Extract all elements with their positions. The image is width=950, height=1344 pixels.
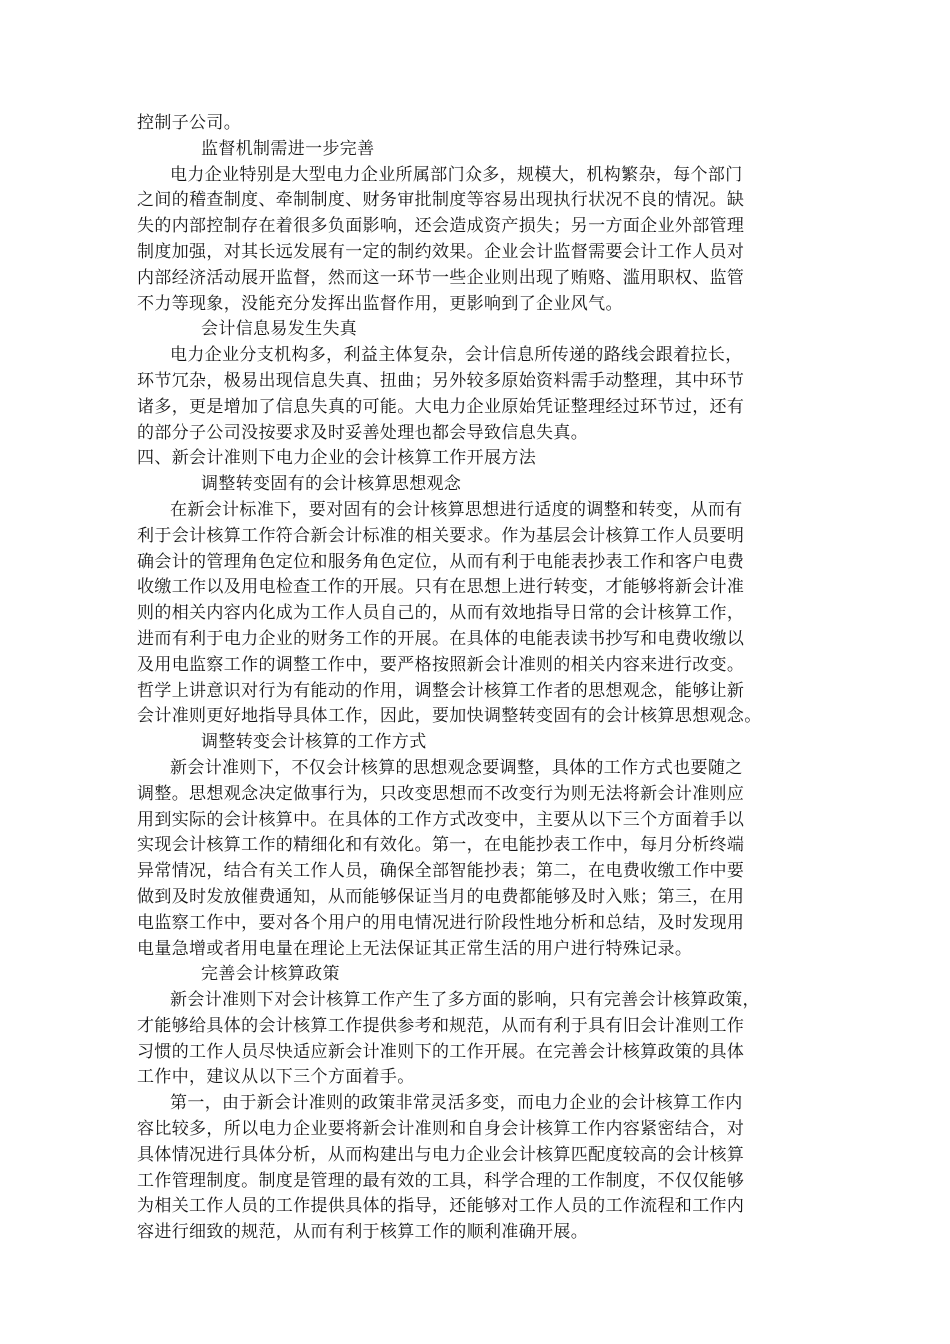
paragraph-line: 电监察工作中，要对各个用户的用电情况进行阶段性地分析和总结，及时发现用 <box>137 912 745 933</box>
paragraph-line: 则的相关内容内化成为工作人员自己的，从而有效地指导日常的会计核算工作， <box>137 603 745 624</box>
paragraph-line: 控制子公司。 <box>137 113 242 133</box>
paragraph-first-line: 电力企业分支机构多，利益主体复杂，会计信息所传递的路线会跟着拉长， <box>170 345 743 366</box>
paragraph-line: 习惯的工作人员尽快适应新会计准则下的工作开展。在完善会计核算政策的具体 <box>137 1041 745 1062</box>
paragraph-line: 环节冗杂，极易出现信息失真、扭曲；另外较多原始资料需手动整理，其中环节 <box>137 370 745 391</box>
paragraph-line: 异常情况，结合有关工作人员，确保全部智能抄表；第二，在电费收缴工作中要 <box>137 861 745 882</box>
paragraph-line: 制度加强，对其长远发展有一定的制约效果。企业会计监督需要会计工作人员对 <box>137 241 745 262</box>
paragraph-line: 的部分子公司没按要求及时妥善处理也都会导致信息失真。 <box>137 422 589 443</box>
paragraph-line: 哲学上讲意识对行为有能动的作用，调整会计核算工作者的思想观念，能够让新 <box>137 680 745 701</box>
paragraph-line: 会计准则更好地指导具体工作，因此，要加快调整转变固有的会计核算思想观念。 <box>137 706 762 727</box>
paragraph-line: 电量急增或者用电量在理论上无法保证其正常生活的用户进行特殊记录。 <box>137 938 693 959</box>
paragraph-first-line: 新会计准则下，不仅会计核算的思想观念要调整，具体的工作方式也要随之 <box>170 757 743 778</box>
paragraph-line: 进而有利于电力企业的财务工作的开展。在具体的电能表读书抄写和电费收缴以 <box>137 628 745 649</box>
paragraph-line: 内部经济活动展开监督，然而这一环节一些企业则出现了贿赂、滥用职权、监管 <box>137 267 745 288</box>
paragraph-line: 做到及时发放催费通知，从而能够保证当月的电费都能够及时入账；第三，在用 <box>137 886 745 907</box>
paragraph-line: 收缴工作以及用电检查工作的开展。只有在思想上进行转变，才能够将新会计准 <box>137 577 745 598</box>
paragraph-line: 容进行细致的规范，从而有利于核算工作的顺利准确开展。 <box>137 1222 589 1243</box>
section-subheading: 会计信息易发生失真 <box>201 319 358 340</box>
paragraph-line: 实现会计核算工作的精细化和有效化。第一，在电能抄表工作中，每月分析终端 <box>137 835 745 856</box>
paragraph-line: 工作管理制度。制度是管理的最有效的工具，科学合理的工作制度，不仅仅能够 <box>137 1170 745 1191</box>
paragraph-first-line: 在新会计标准下，要对固有的会计核算思想进行适度的调整和转变，从而有 <box>170 499 743 520</box>
paragraph-line: 工作中，建议从以下三个方面着手。 <box>137 1067 415 1088</box>
paragraph-line: 才能够给具体的会计核算工作提供参考和规范，从而有利于具有旧会计准则工作 <box>137 1015 745 1036</box>
section-subheading: 完善会计核算政策 <box>201 964 340 985</box>
paragraph-line: 之间的稽查制度、牵制制度、财务审批制度等容易出现执行状况不良的情况。缺 <box>137 190 745 211</box>
paragraph-line: 确会计的管理角色定位和服务角色定位，从而有利于电能表抄表工作和客户电费 <box>137 551 745 572</box>
paragraph-first-line: 电力企业特别是大型电力企业所属部门众多，规模大，机构繁杂，每个部门 <box>170 164 743 185</box>
section-heading: 四、新会计准则下电力企业的会计核算工作开展方法 <box>137 448 537 469</box>
paragraph-line: 具体情况进行具体分析，从而构建出与电力企业会计核算匹配度较高的会计核算 <box>137 1144 745 1165</box>
paragraph-line: 及用电监察工作的调整工作中，要严格按照新会计准则的相关内容来进行改变。 <box>137 654 745 675</box>
document-body <box>137 111 823 1246</box>
paragraph-line: 不力等现象，没能充分发挥出监督作用，更影响到了企业风气。 <box>137 293 623 314</box>
paragraph-line: 用到实际的会计核算中。在具体的工作方式改变中，主要从以下三个方面着手以 <box>137 809 745 830</box>
paragraph-line: 利于会计核算工作符合新会计标准的相关要求。作为基层会计核算工作人员要明 <box>137 525 745 546</box>
paragraph-line: 容比较多，所以电力企业要将新会计准则和自身会计核算工作内容紧密结合，对 <box>137 1119 745 1140</box>
paragraph-line: 诸多，更是增加了信息失真的可能。大电力企业原始凭证整理经过环节过，还有 <box>137 396 745 417</box>
paragraph-line: 失的内部控制存在着很多负面影响，还会造成资产损失；另一方面企业外部管理 <box>137 216 745 237</box>
section-subheading: 调整转变会计核算的工作方式 <box>201 732 427 753</box>
section-subheading: 监督机制需进一步完善 <box>201 138 375 159</box>
paragraph-first-line: 第一，由于新会计准则的政策非常灵活多变，而电力企业的会计核算工作内 <box>170 1093 743 1114</box>
paragraph-line: 为相关工作人员的工作提供具体的指导，还能够对工作人员的工作流程和工作内 <box>137 1196 745 1217</box>
paragraph-first-line: 新会计准则下对会计核算工作产生了多方面的影响，只有完善会计核算政策， <box>170 990 760 1011</box>
section-subheading: 调整转变固有的会计核算思想观念 <box>201 474 462 495</box>
paragraph-line: 调整。思想观念决定做事行为，只改变思想而不改变行为则无法将新会计准则应 <box>137 783 745 804</box>
